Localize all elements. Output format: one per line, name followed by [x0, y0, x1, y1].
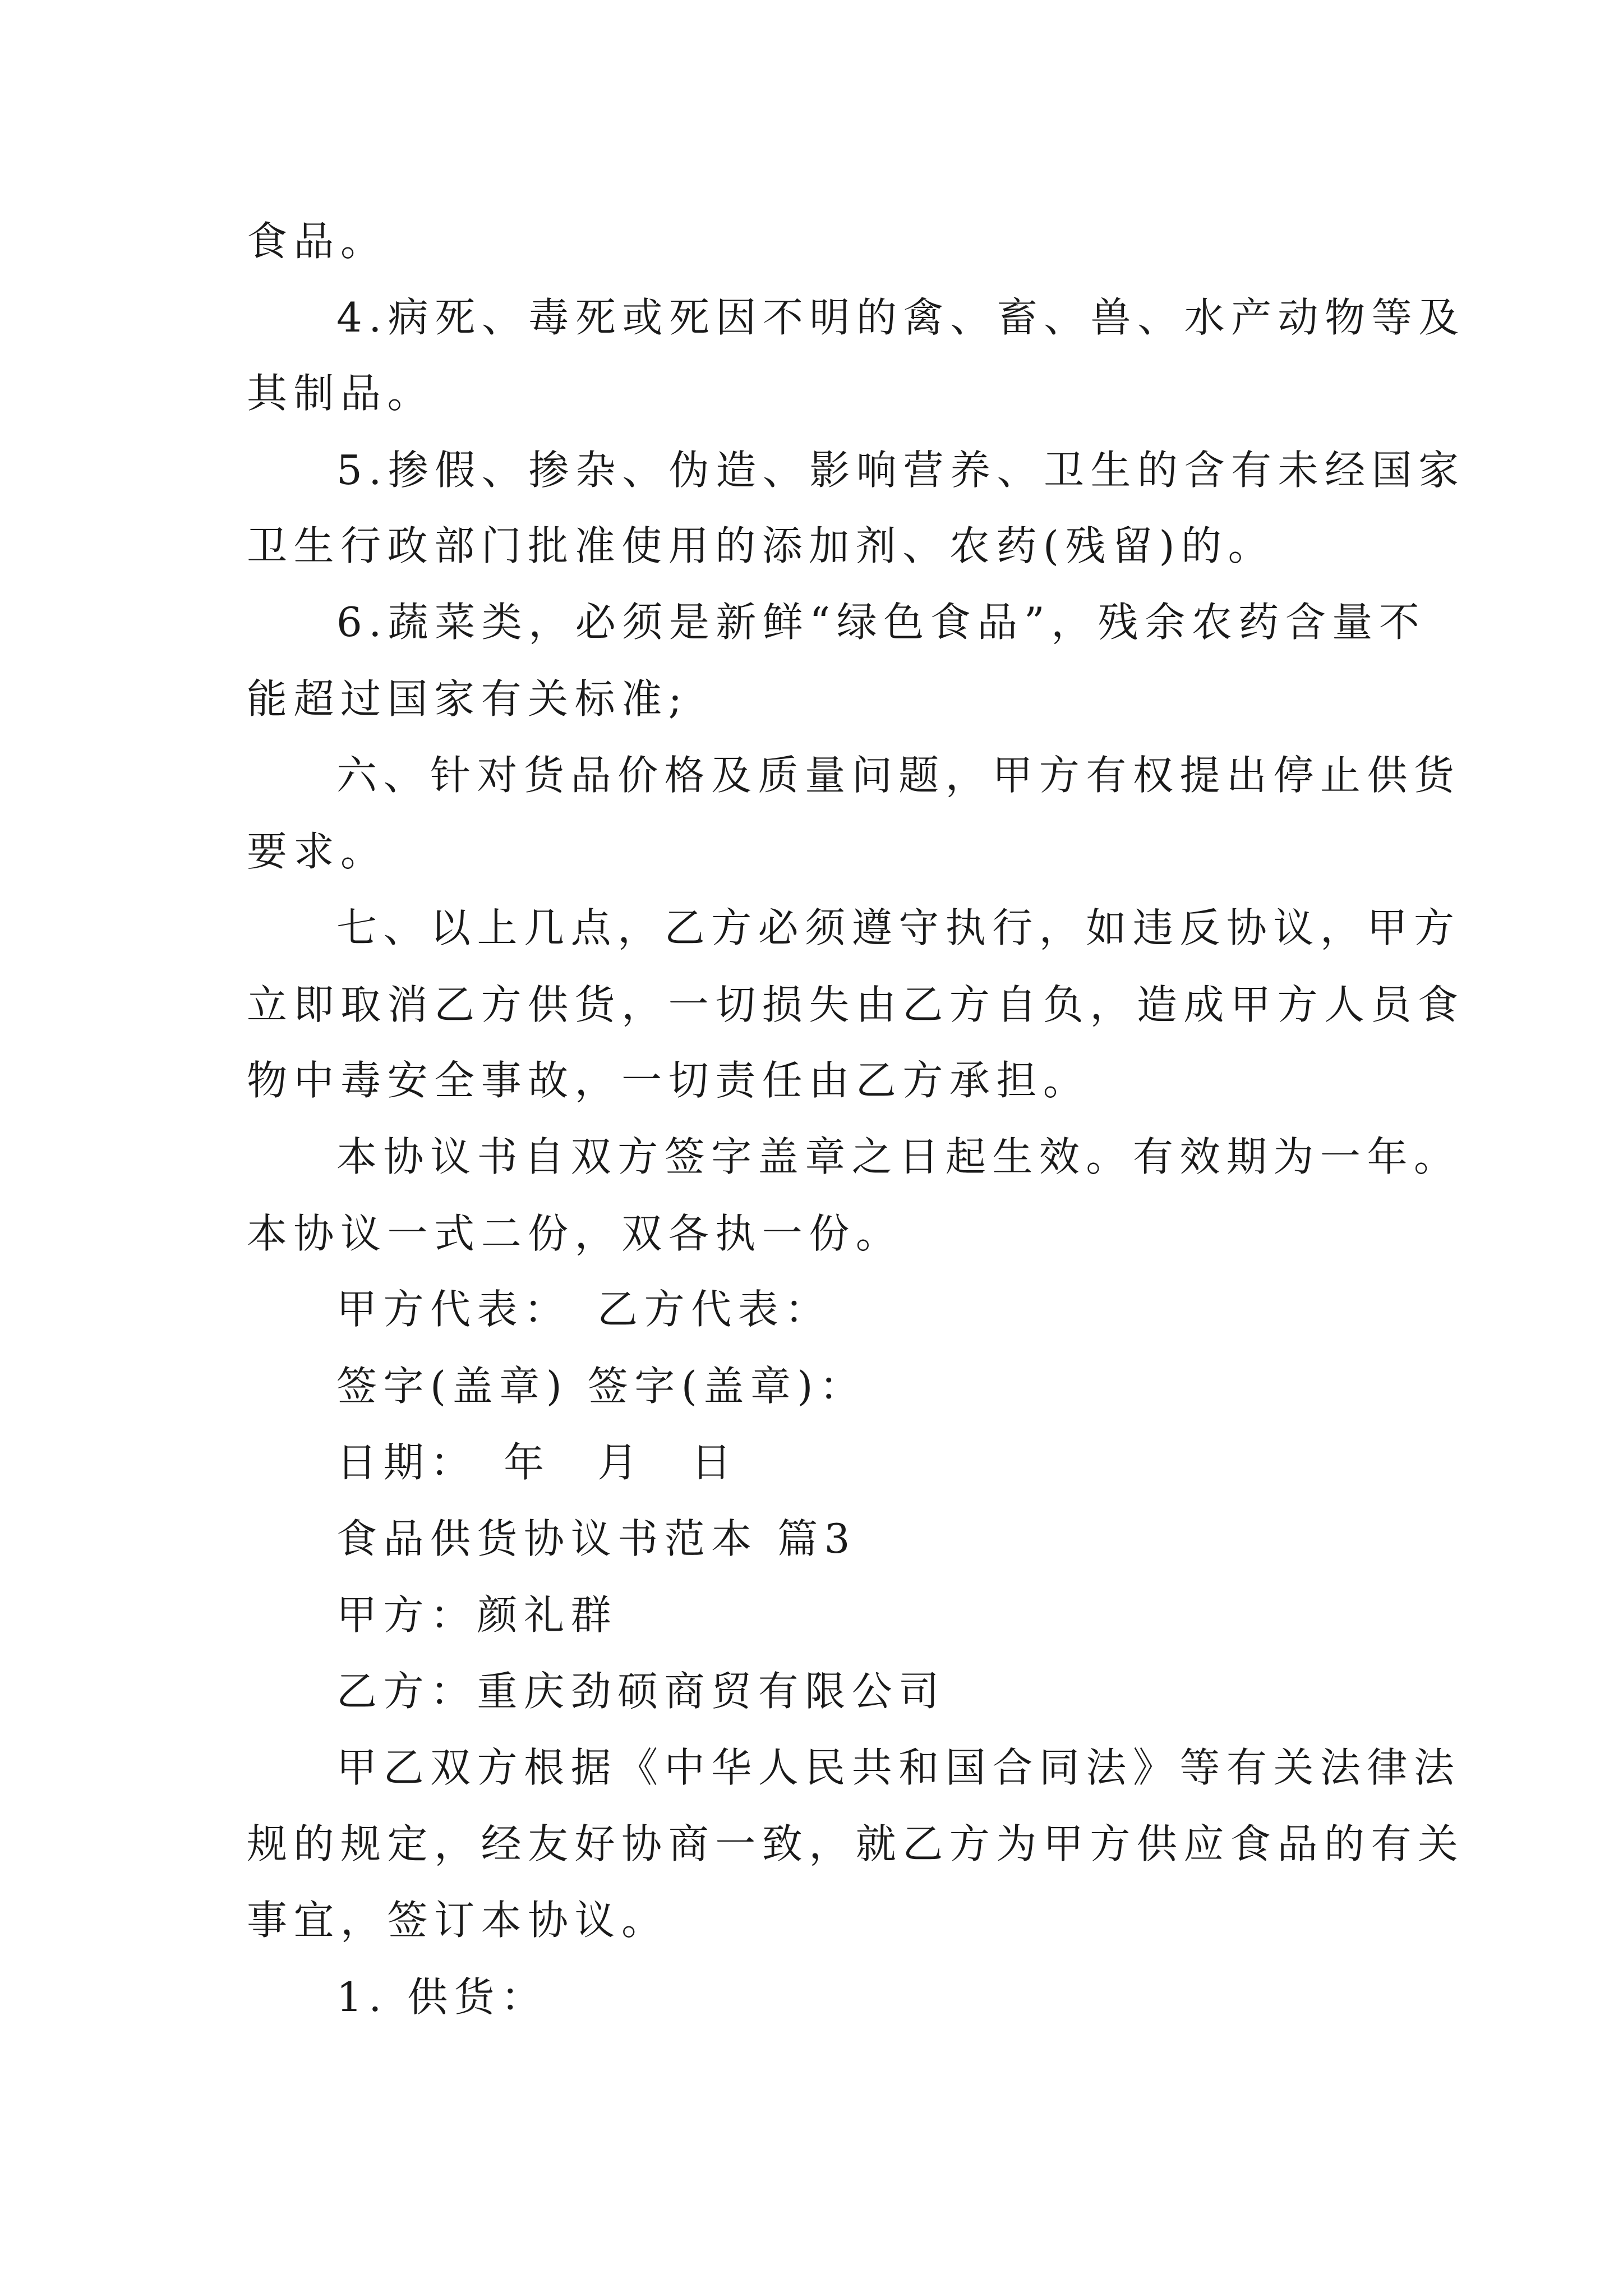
text-line: 4.病死、毒死或死因不明的禽、畜、兽、水产动物等及: [336, 294, 1465, 341]
text-line: 六、针对货品价格及质量问题，甲方有权提出停止供货: [336, 752, 1461, 799]
text-line: 要求。: [247, 828, 388, 875]
text-line: 事宜，签订本协议。: [247, 1897, 668, 1944]
text-line: 七、以上几点，乙方必须遵守执行，如违反协议，甲方: [336, 904, 1461, 951]
text-line: 能超过国家有关标准;: [247, 675, 689, 723]
text-line: 本协议一式二份，双各执一份。: [247, 1210, 903, 1257]
text-line: 甲方：颜礼群: [336, 1591, 618, 1639]
text-line: 规的规定，经友好协商一致，就乙方为甲方供应食品的有关: [247, 1820, 1465, 1867]
text-line: 1. 供货：: [336, 1973, 548, 2021]
text-line: 卫生行政部门批准使用的添加剂、农药(残留)的。: [247, 522, 1275, 569]
section-heading: 食品供货协议书范本 篇3: [336, 1515, 856, 1562]
text-line: 甲方代表： 乙方代表：: [336, 1286, 832, 1333]
text-line: 甲乙双方根据《中华人民共和国合同法》等有关法律法: [336, 1744, 1461, 1791]
text-line: 立即取消乙方供货，一切损失由乙方自负，造成甲方人员食: [247, 981, 1465, 1028]
text-line: 5.掺假、掺杂、伪造、影响营养、卫生的含有未经国家: [336, 447, 1465, 494]
text-line: 日期： 年 月 日: [336, 1439, 738, 1486]
text-line: 物中毒安全事故，一切责任由乙方承担。: [247, 1057, 1090, 1104]
text-line: 其制品。: [247, 370, 435, 417]
text-line: 乙方：重庆劲硕商贸有限公司: [336, 1668, 946, 1715]
text-line: 本协议书自双方签字盖章之日起生效。有效期为一年。: [336, 1133, 1461, 1180]
text-line: 签字(盖章) 签字(盖章)：: [336, 1363, 866, 1410]
text-line: 食品。: [247, 218, 388, 265]
text-line: 6.蔬菜类，必须是新鲜“绿色食品”，残余农药含量不: [336, 599, 1426, 646]
